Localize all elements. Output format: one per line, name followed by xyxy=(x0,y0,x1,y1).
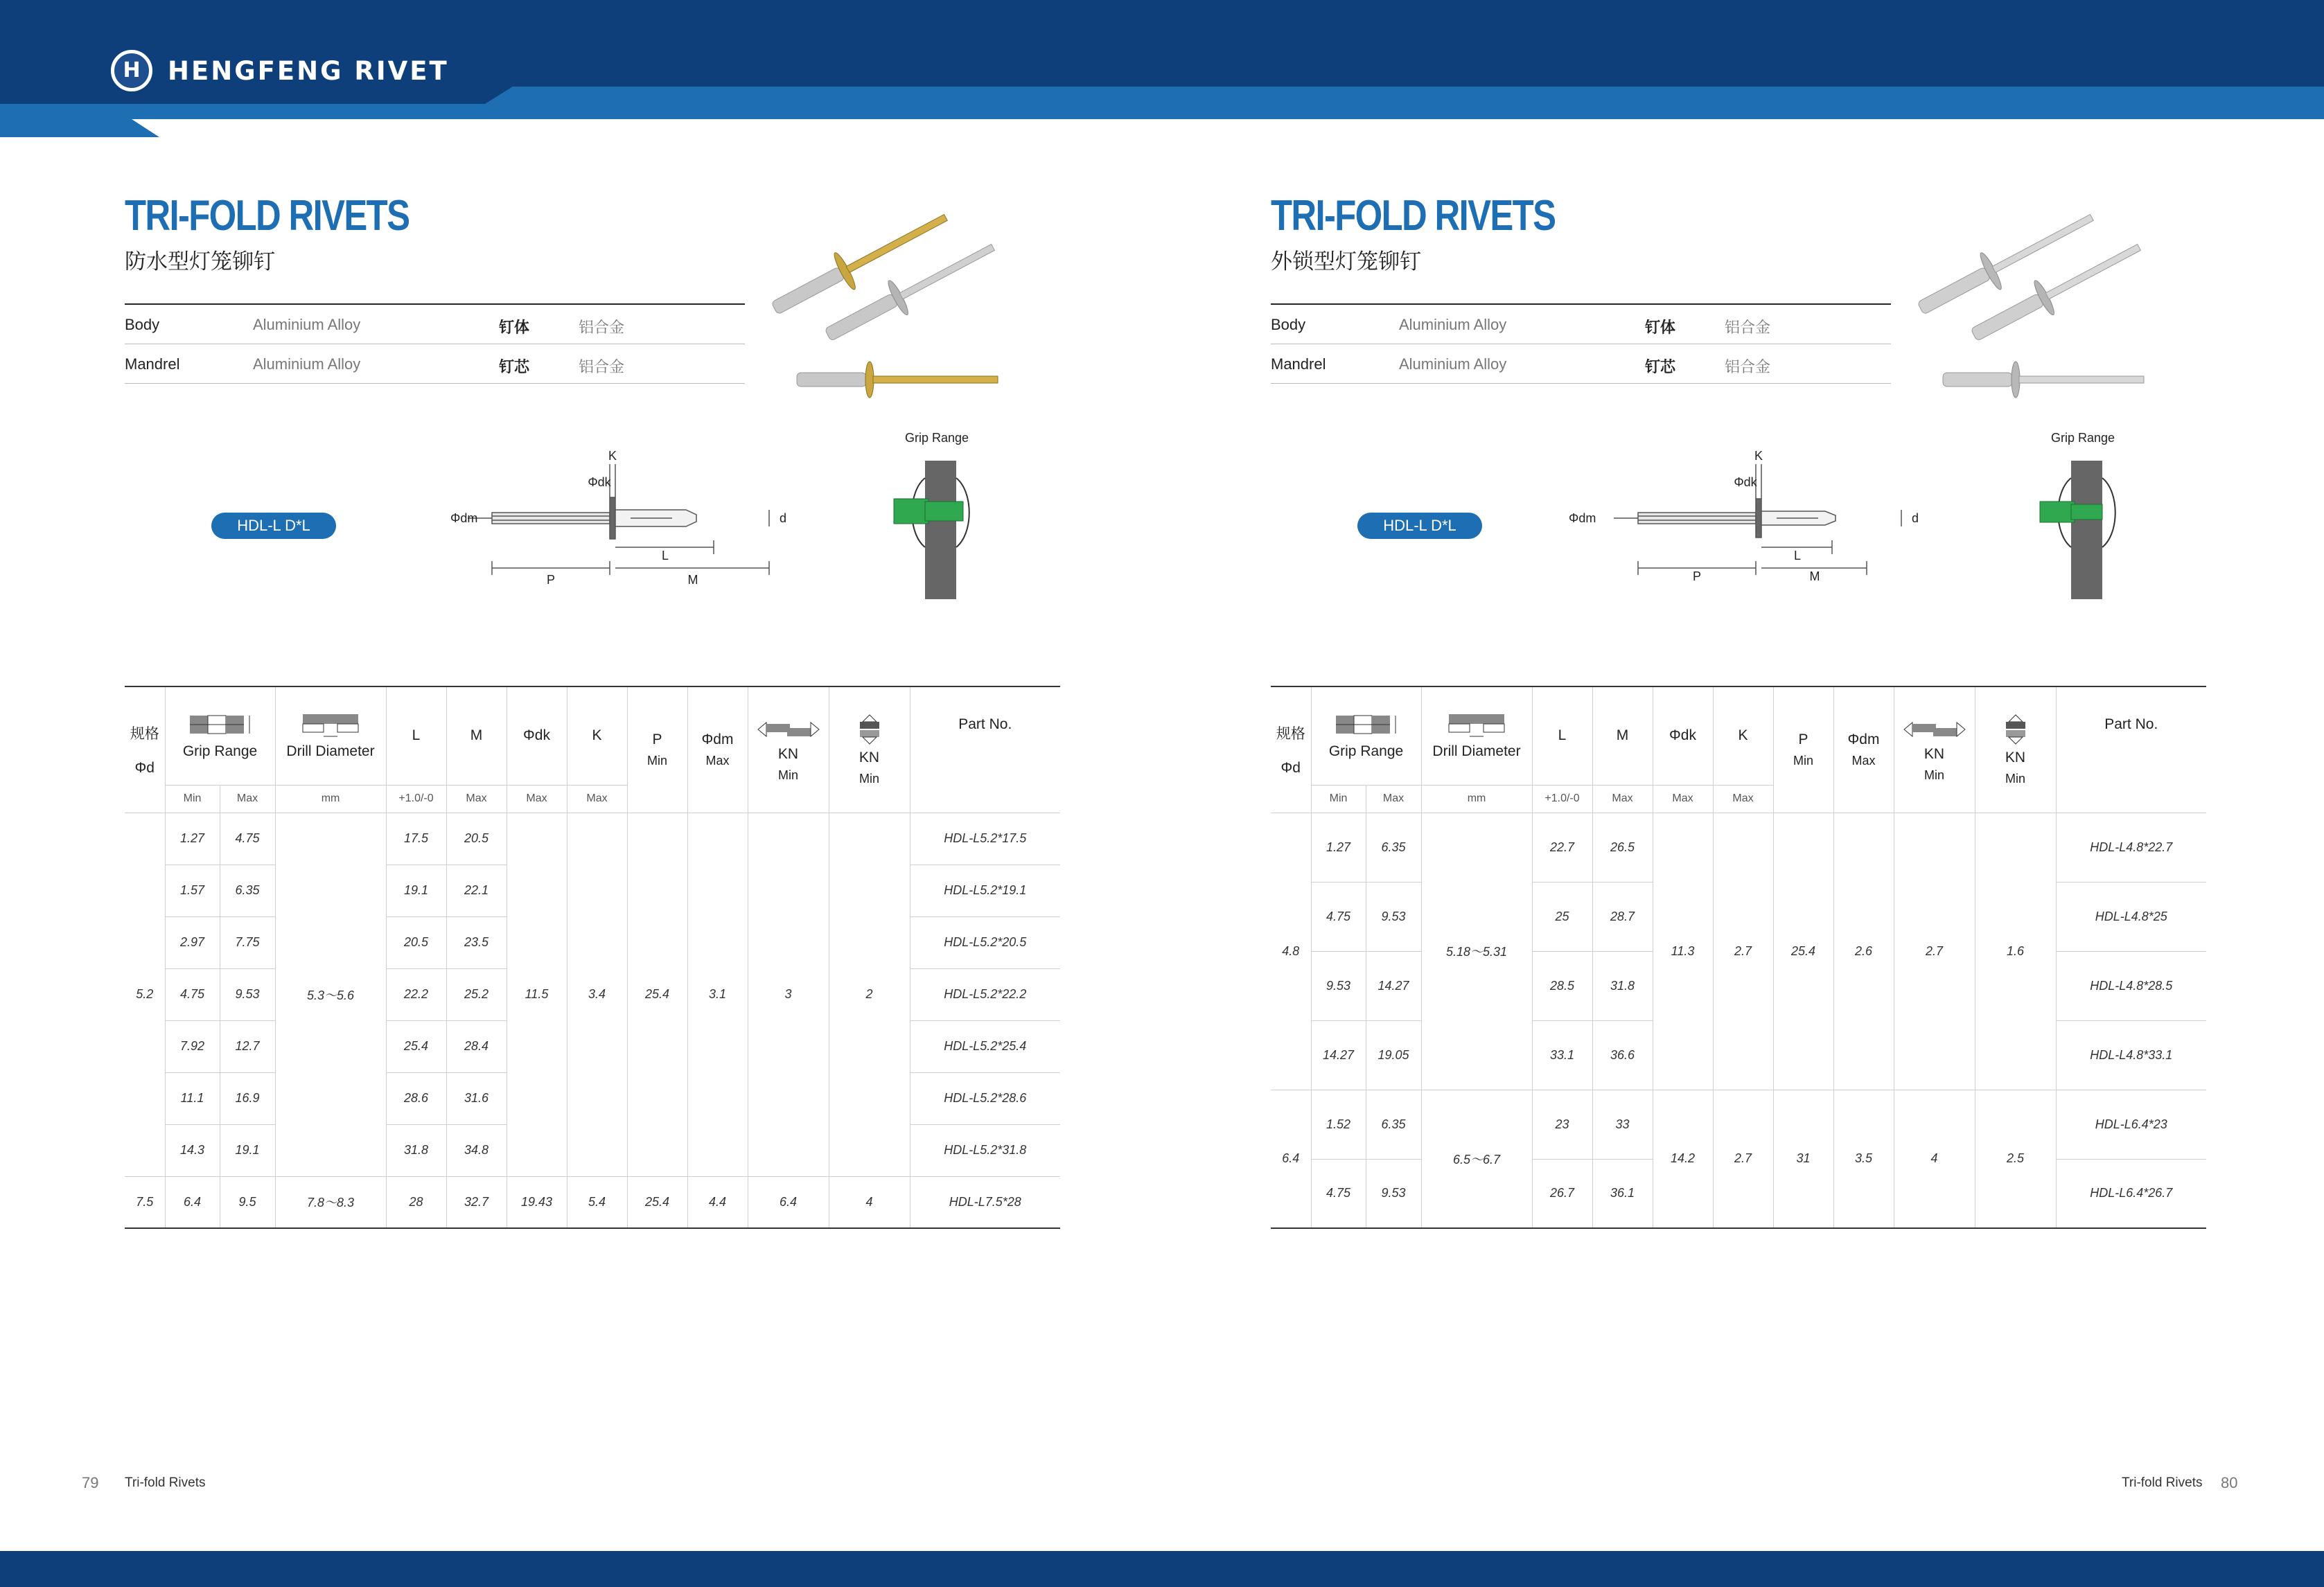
tensile-strength-icon xyxy=(2002,713,2030,745)
material-cn-label: 钉体 xyxy=(499,319,530,336)
cell-kn2: 2.5 xyxy=(1975,1090,2056,1228)
col-m: M xyxy=(446,686,507,785)
col-kn-tensile: KN Min xyxy=(829,686,910,813)
cell-dm: 3.5 xyxy=(1833,1090,1894,1228)
shear-strength-icon xyxy=(1901,717,1968,742)
rivet-photo xyxy=(769,208,1019,416)
col-l: L xyxy=(386,686,446,785)
brand xyxy=(111,50,449,91)
cell-m: 26.5 xyxy=(1592,813,1653,882)
cell-kn2: 1.6 xyxy=(1975,813,2056,1090)
cell-m: 34.8 xyxy=(446,1124,507,1176)
cell-dk: 19.43 xyxy=(507,1176,567,1228)
sub-max: Max xyxy=(1653,785,1713,813)
cell-dk: 14.2 xyxy=(1653,1090,1713,1228)
cell-p: 25.4 xyxy=(1773,813,1833,1090)
sub-mm: mm xyxy=(275,785,386,813)
cell-p: 31 xyxy=(1773,1090,1833,1228)
material-table xyxy=(125,303,745,384)
cell-m: 31.6 xyxy=(446,1072,507,1124)
col-spec: 规格 Φd xyxy=(1271,686,1311,813)
model-code-badge: HDL-L D*L xyxy=(1357,513,1482,539)
cell-max: 19.1 xyxy=(220,1124,275,1176)
cell-part: HDL-L4.8*28.5 xyxy=(2056,951,2206,1020)
cell-part: HDL-L4.8*33.1 xyxy=(2056,1020,2206,1090)
cell-max: 9.53 xyxy=(1366,1159,1421,1228)
cell-dm: 4.4 xyxy=(687,1176,748,1228)
col-m: M xyxy=(1592,686,1653,785)
cell-l: 28.5 xyxy=(1532,951,1592,1020)
col-p: P Min xyxy=(1773,686,1833,813)
col-grip-range: Grip Range xyxy=(165,686,275,785)
cell-l: 25 xyxy=(1532,882,1592,951)
col-k: K xyxy=(1713,686,1773,785)
col-dm: Φdm Max xyxy=(1833,686,1894,813)
cell-part: HDL-L5.2*28.6 xyxy=(910,1072,1060,1124)
cell-min: 4.75 xyxy=(165,968,220,1020)
cell-min: 1.52 xyxy=(1311,1090,1366,1159)
cell-max: 7.75 xyxy=(220,916,275,968)
page-number-left: 79 xyxy=(82,1474,99,1491)
cell-m: 22.1 xyxy=(446,865,507,916)
cell-l: 31.8 xyxy=(386,1124,446,1176)
cell-min: 11.1 xyxy=(165,1072,220,1124)
cell-l: 28 xyxy=(386,1176,446,1228)
rivet-dimension-drawing xyxy=(423,443,811,603)
cell-max: 14.27 xyxy=(1366,951,1421,1020)
col-dk: Φdk xyxy=(1653,686,1713,785)
cell-min: 1.57 xyxy=(165,865,220,916)
sub-max: Max xyxy=(507,785,567,813)
col-k: K xyxy=(567,686,627,785)
dim-m-label: M xyxy=(1809,569,1820,583)
cell-l: 19.1 xyxy=(386,865,446,916)
cell-m: 28.4 xyxy=(446,1020,507,1072)
spec-table xyxy=(125,686,1060,1229)
dim-d-label: d xyxy=(1912,511,1919,525)
page-title: TRI-FOLD RIVETS xyxy=(125,192,410,240)
material-value: Aluminium Alloy xyxy=(253,316,361,333)
cell-part: HDL-L5.2*17.5 xyxy=(910,813,1060,865)
material-cn-value: 铝合金 xyxy=(579,319,625,336)
grip-range-label: Grip Range xyxy=(905,431,969,445)
material-value: Aluminium Alloy xyxy=(253,355,361,373)
cell-min: 2.97 xyxy=(165,916,220,968)
sub-max: Max xyxy=(1713,785,1773,813)
cell-max: 16.9 xyxy=(220,1072,275,1124)
material-cn-label: 钉体 xyxy=(1645,319,1676,336)
cell-min: 7.92 xyxy=(165,1020,220,1072)
cell-part: HDL-L5.2*31.8 xyxy=(910,1124,1060,1176)
cell-l: 33.1 xyxy=(1532,1020,1592,1090)
cell-m: 36.1 xyxy=(1592,1159,1653,1228)
cell-min: 9.53 xyxy=(1311,951,1366,1020)
cell-max: 9.53 xyxy=(220,968,275,1020)
material-value: Aluminium Alloy xyxy=(1399,355,1507,373)
footer-title-right: Tri-fold Rivets xyxy=(2122,1475,2203,1490)
cell-max: 6.35 xyxy=(1366,1090,1421,1159)
col-dm: Φdm Max xyxy=(687,686,748,813)
footer-band xyxy=(0,1551,2324,1587)
cell-drill: 5.3～5.6 xyxy=(275,813,386,1176)
cell-part: HDL-L6.4*26.7 xyxy=(2056,1159,2206,1228)
cell-part: HDL-L7.5*28 xyxy=(910,1176,1060,1228)
cell-max: 12.7 xyxy=(220,1020,275,1072)
sub-max: Max xyxy=(446,785,507,813)
brand-logo-icon: H xyxy=(111,50,152,91)
col-l: L xyxy=(1532,686,1592,785)
material-cn-value: 铝合金 xyxy=(579,358,625,375)
cell-d: 6.4 xyxy=(1271,1090,1311,1228)
cell-part: HDL-L5.2*19.1 xyxy=(910,865,1060,916)
material-label: Body xyxy=(1271,316,1306,333)
cell-m: 32.7 xyxy=(446,1176,507,1228)
grip-range-icon xyxy=(187,711,254,739)
material-cn-label: 钉芯 xyxy=(1645,358,1676,375)
cell-k: 3.4 xyxy=(567,813,627,1176)
sub-max: Max xyxy=(1366,785,1421,813)
rivet-dimension-drawing xyxy=(1569,443,1957,603)
cell-l: 28.6 xyxy=(386,1072,446,1124)
page-subtitle: 防水型灯笼铆钉 xyxy=(125,249,275,274)
dim-d-label: d xyxy=(780,511,787,525)
tensile-strength-icon xyxy=(856,713,883,745)
material-label: Mandrel xyxy=(125,355,180,373)
footer-title-left: Tri-fold Rivets xyxy=(125,1475,206,1490)
col-kn-shear: KN Min xyxy=(748,686,829,813)
cell-drill: 5.18～5.31 xyxy=(1421,813,1532,1090)
cell-drill: 6.5～6.7 xyxy=(1421,1090,1532,1228)
dim-k-label: K xyxy=(608,449,617,463)
grip-range-label: Grip Range xyxy=(2051,431,2115,445)
dim-dm-label: Φdm xyxy=(1569,511,1596,525)
dim-l-label: L xyxy=(661,549,669,562)
cell-m: 31.8 xyxy=(1592,951,1653,1020)
material-label: Body xyxy=(125,316,160,333)
cell-min: 1.27 xyxy=(1311,813,1366,882)
sub-min: Min xyxy=(165,785,220,813)
grip-range-drawing xyxy=(887,429,984,603)
material-cn-value: 铝合金 xyxy=(1725,319,1771,336)
dim-l-label: L xyxy=(1793,549,1802,562)
right-page xyxy=(1271,166,2199,1275)
material-row xyxy=(1271,305,1891,344)
cell-max: 6.35 xyxy=(1366,813,1421,882)
page-number-right: 80 xyxy=(2221,1474,2238,1491)
page-subtitle: 外锁型灯笼铆钉 xyxy=(1271,249,1421,274)
dim-dk-label: Φdk xyxy=(588,475,611,489)
cell-part: HDL-L4.8*25 xyxy=(2056,882,2206,951)
cell-l: 22.7 xyxy=(1532,813,1592,882)
col-p: P Min xyxy=(627,686,687,813)
material-table xyxy=(1271,303,1891,384)
cell-kn1: 2.7 xyxy=(1894,813,1975,1090)
col-drill-diameter: Drill Diameter xyxy=(275,686,386,785)
cell-min: 14.3 xyxy=(165,1124,220,1176)
model-code-badge: HDL-L D*L xyxy=(211,513,336,539)
cell-p: 25.4 xyxy=(627,813,687,1176)
dim-p-label: P xyxy=(1692,569,1702,583)
cell-l: 23 xyxy=(1532,1090,1592,1159)
sub-mm: mm xyxy=(1421,785,1532,813)
col-part-no: Part No. xyxy=(910,686,1060,813)
dim-m-label: M xyxy=(687,573,698,587)
cell-kn2: 2 xyxy=(829,813,910,1176)
col-spec: 规格 Φd xyxy=(125,686,165,813)
sub-max: Max xyxy=(220,785,275,813)
table-row xyxy=(125,813,1060,865)
cell-max: 9.53 xyxy=(1366,882,1421,951)
cell-min: 6.4 xyxy=(165,1176,220,1228)
rivet-photo xyxy=(1915,208,2165,416)
cell-m: 25.2 xyxy=(446,968,507,1020)
cell-d: 7.5 xyxy=(125,1176,165,1228)
table-row xyxy=(1271,1090,2206,1159)
brand-name: HENGFENG RIVET xyxy=(168,55,449,86)
cell-kn1: 4 xyxy=(1894,1090,1975,1228)
sub-max: Max xyxy=(1592,785,1653,813)
drill-diameter-icon xyxy=(1443,711,1510,739)
spec-table xyxy=(1271,686,2206,1229)
grip-range-drawing xyxy=(2033,429,2130,603)
cell-d: 5.2 xyxy=(125,813,165,1176)
cell-drill: 7.8～8.3 xyxy=(275,1176,386,1228)
cell-k: 2.7 xyxy=(1713,813,1773,1090)
cell-dk: 11.5 xyxy=(507,813,567,1176)
cell-part: HDL-L4.8*22.7 xyxy=(2056,813,2206,882)
cell-min: 4.75 xyxy=(1311,1159,1366,1228)
cell-d: 4.8 xyxy=(1271,813,1311,1090)
grip-range-icon xyxy=(1333,711,1400,739)
material-value: Aluminium Alloy xyxy=(1399,316,1507,333)
cell-min: 1.27 xyxy=(165,813,220,865)
shear-strength-icon xyxy=(755,717,822,742)
sub-tol: +1.0/-0 xyxy=(1532,785,1592,813)
cell-max: 6.35 xyxy=(220,865,275,916)
cell-kn1: 3 xyxy=(748,813,829,1176)
material-cn-label: 钉芯 xyxy=(499,358,530,375)
cell-max: 9.5 xyxy=(220,1176,275,1228)
left-page xyxy=(125,166,1053,1275)
cell-dk: 11.3 xyxy=(1653,813,1713,1090)
col-dk: Φdk xyxy=(507,686,567,785)
col-grip-range: Grip Range xyxy=(1311,686,1421,785)
sub-tol: +1.0/-0 xyxy=(386,785,446,813)
cell-max: 4.75 xyxy=(220,813,275,865)
cell-l: 25.4 xyxy=(386,1020,446,1072)
col-part-no: Part No. xyxy=(2056,686,2206,813)
material-row xyxy=(1271,344,1891,384)
cell-m: 28.7 xyxy=(1592,882,1653,951)
cell-l: 26.7 xyxy=(1532,1159,1592,1228)
cell-part: HDL-L6.4*23 xyxy=(2056,1090,2206,1159)
cell-part: HDL-L5.2*25.4 xyxy=(910,1020,1060,1072)
cell-kn1: 6.4 xyxy=(748,1176,829,1228)
dim-p-label: P xyxy=(546,573,556,587)
table-row xyxy=(1271,813,2206,882)
cell-part: HDL-L5.2*20.5 xyxy=(910,916,1060,968)
cell-m: 33 xyxy=(1592,1090,1653,1159)
cell-min: 14.27 xyxy=(1311,1020,1366,1090)
sub-min: Min xyxy=(1311,785,1366,813)
sub-max: Max xyxy=(567,785,627,813)
dim-dm-label: Φdm xyxy=(450,511,478,525)
header-band xyxy=(0,0,2324,139)
cell-l: 20.5 xyxy=(386,916,446,968)
cell-dm: 2.6 xyxy=(1833,813,1894,1090)
cell-dm: 3.1 xyxy=(687,813,748,1176)
material-cn-value: 铝合金 xyxy=(1725,358,1771,375)
col-kn-shear: KN Min xyxy=(1894,686,1975,813)
cell-l: 22.2 xyxy=(386,968,446,1020)
cell-m: 23.5 xyxy=(446,916,507,968)
dim-k-label: K xyxy=(1754,449,1763,463)
table-row xyxy=(125,1176,1060,1228)
cell-part: HDL-L5.2*22.2 xyxy=(910,968,1060,1020)
cell-m: 20.5 xyxy=(446,813,507,865)
cell-min: 4.75 xyxy=(1311,882,1366,951)
dim-dk-label: Φdk xyxy=(1734,475,1757,489)
cell-m: 36.6 xyxy=(1592,1020,1653,1090)
cell-k: 2.7 xyxy=(1713,1090,1773,1228)
drill-diameter-icon xyxy=(297,711,364,739)
cell-l: 17.5 xyxy=(386,813,446,865)
cell-kn2: 4 xyxy=(829,1176,910,1228)
col-drill-diameter: Drill Diameter xyxy=(1421,686,1532,785)
material-row xyxy=(125,305,745,344)
cell-k: 5.4 xyxy=(567,1176,627,1228)
cell-max: 19.05 xyxy=(1366,1020,1421,1090)
cell-p: 25.4 xyxy=(627,1176,687,1228)
material-label: Mandrel xyxy=(1271,355,1326,373)
material-row xyxy=(125,344,745,384)
page-title: TRI-FOLD RIVETS xyxy=(1271,192,1556,240)
col-kn-tensile: KN Min xyxy=(1975,686,2056,813)
